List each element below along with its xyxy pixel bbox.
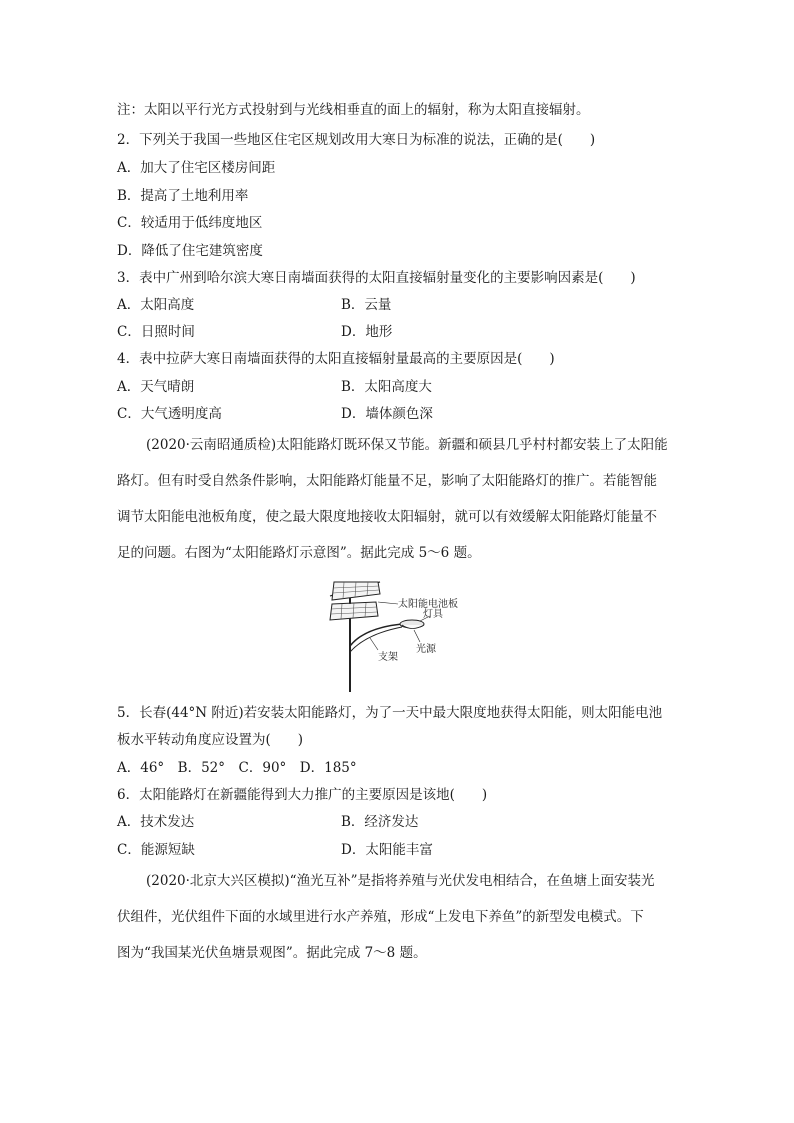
passage-1-line-4: 足的问题。右图为“太阳能路灯示意图”。据此完成 5～6 题。 <box>117 545 481 561</box>
question-6-option-a: A．技术发达 <box>117 814 195 830</box>
light-source-shape <box>402 625 424 629</box>
lower-solar-panel-shape <box>330 602 378 620</box>
question-6-option-b: B．经济发达 <box>341 814 419 830</box>
label-light-source: 光源 <box>416 644 436 655</box>
question-3-option-d: D．地形 <box>341 324 393 340</box>
question-6-option-c: C．能源短缺 <box>117 842 195 858</box>
label-bracket: 支架 <box>378 652 398 663</box>
question-2-option-a: A．加大了住宅区楼房间距 <box>117 160 276 176</box>
question-4-option-a: A．天气晴朗 <box>117 379 195 395</box>
question-5-options: A．46° B．52° C．90° D．185° <box>117 760 357 776</box>
passage-1-line-3: 调节太阳能电池板角度，使之最大限度地接收太阳辐射，就可以有效缓解太阳能路灯能量不 <box>117 509 657 525</box>
question-2-option-c: C．较适用于低纬度地区 <box>117 215 263 231</box>
question-2-option-d: D．降低了住宅建筑密度 <box>117 243 263 259</box>
question-6-option-d: D．太阳能丰富 <box>341 842 433 858</box>
question-2-option-b: B．提高了土地利用率 <box>117 188 249 204</box>
note-text: 注：太阳以平行光方式投射到与光线相垂直的面上的辐射，称为太阳直接辐射。 <box>117 102 590 118</box>
solar-street-light-figure <box>320 578 472 694</box>
question-4-stem: 4．表中拉萨大寒日南墙面获得的太阳直接辐射量最高的主要原因是( ) <box>117 351 555 367</box>
question-6-stem: 6．太阳能路灯在新疆能得到大力推广的主要原因是该地( ) <box>117 787 488 803</box>
label-solar-panel: 太阳能电池板 <box>398 599 458 610</box>
question-3-stem: 3．表中广州到哈尔滨大寒日南墙面获得的太阳直接辐射量变化的主要影响因素是( ) <box>117 270 636 286</box>
passage-2-line-2: 伏组件，光伏组件下面的水域里进行水产养殖，形成“上发电下养鱼”的新型发电模式。下 <box>117 909 644 925</box>
bracket-arm-lower-shape <box>350 627 402 652</box>
question-3-option-a: A．太阳高度 <box>117 297 195 313</box>
question-2-stem: 2．下列关于我国一些地区住宅区规划改用大寒日为标准的说法，正确的是( ) <box>117 132 596 148</box>
passage-2-line-1: (2020·北京大兴区模拟)“渔光互补”是指将养殖与光伏发电相结合，在鱼塘上面安装光 <box>146 873 655 889</box>
passage-1-line-1: (2020·云南昭通质检)太阳能路灯既环保又节能。新疆和硕县几乎村村都安装上了太阳能 <box>146 437 668 453</box>
label-lamp: 灯具 <box>423 609 443 620</box>
question-4-option-c: C．大气透明度高 <box>117 406 222 422</box>
question-3-option-b: B．云量 <box>341 297 392 313</box>
upper-solar-panel-shape <box>330 582 380 600</box>
solar-street-light-diagram <box>320 578 472 694</box>
passage-1-line-2: 路灯。但有时受自然条件影响，太阳能路灯能量不足，影响了太阳能路灯的推广。若能智能 <box>117 473 657 489</box>
passage-2-line-3: 图为“我国某光伏鱼塘景观图”。据此完成 7～8 题。 <box>117 945 427 961</box>
question-3-option-c: C．日照时间 <box>117 324 195 340</box>
question-4-option-b: B．太阳高度大 <box>341 379 432 395</box>
question-5-stem-line-2: 板水平转动角度应设置为( ) <box>117 732 304 748</box>
question-4-option-d: D．墙体颜色深 <box>341 406 433 422</box>
question-5-stem-line-1: 5．长春(44°N 附近)若安装太阳能路灯，为了一天中最大限度地获得太阳能，则太阳能电池 <box>117 705 663 721</box>
